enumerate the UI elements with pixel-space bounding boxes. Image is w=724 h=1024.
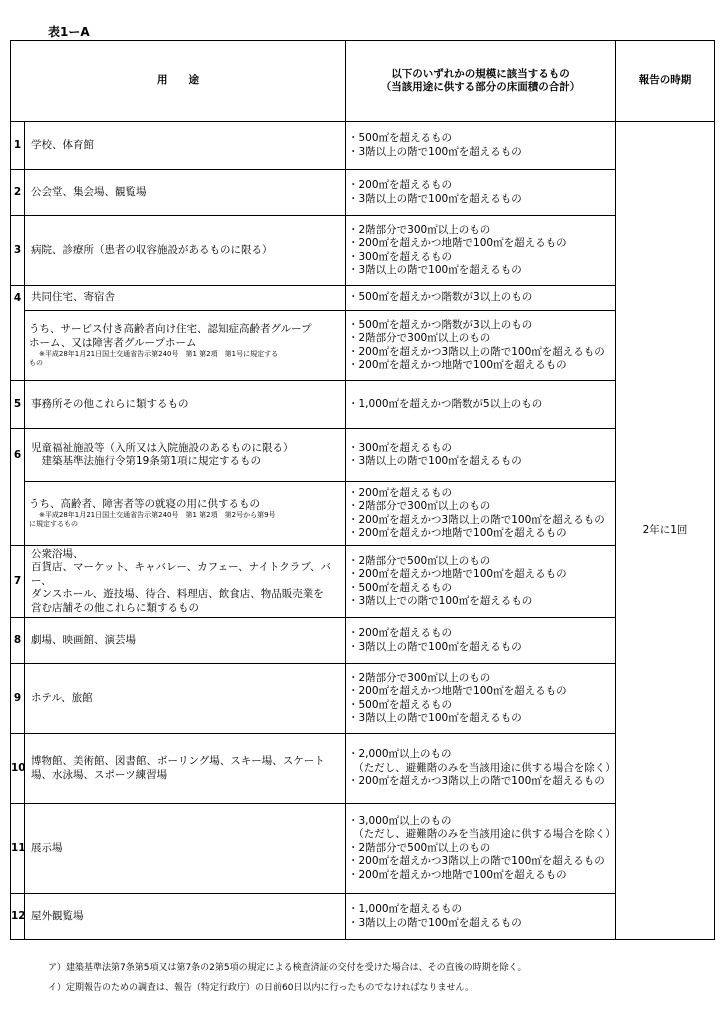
requirement-line: ・3階以上の階で100㎡を超えるもの bbox=[348, 192, 522, 205]
table-row bbox=[11, 216, 715, 286]
use-line: 公衆浴場、 bbox=[31, 547, 84, 560]
row-number: 4 bbox=[11, 286, 25, 311]
requirement-line: （ただし、避難階のみを当該用途に供する場合を除く） bbox=[348, 828, 616, 841]
requirement-line: ・3階以上の階で100㎡を超えるもの bbox=[348, 264, 522, 276]
row-number: 8 bbox=[11, 618, 25, 664]
requirement-line: ・3,000㎡以上のもの bbox=[348, 814, 452, 827]
row-number: 1 bbox=[11, 122, 25, 170]
row-number: 12 bbox=[11, 894, 25, 940]
use-line: 博物館、美術館、図書館、ボーリング場、スキー場、スケート bbox=[31, 755, 325, 767]
requirement-line: ・200㎡を超えかつ地階で100㎡を超えるもの bbox=[348, 359, 567, 371]
requirement-line: ・2階部分で300㎡以上のもの bbox=[348, 332, 491, 344]
table-row bbox=[11, 618, 715, 664]
footnote-i: イ）定期報告のための調査は、報告（特定行政庁）の日前60日以内に行ったものでなければなりません。 bbox=[48, 983, 474, 993]
use-cell bbox=[25, 429, 346, 482]
header-requirement bbox=[346, 41, 616, 122]
use-cell bbox=[25, 546, 346, 618]
requirement-line: ・1,000㎡を超えかつ階数が5以上のもの bbox=[348, 397, 543, 410]
table-row bbox=[11, 482, 715, 546]
requirement-line: ・200㎡を超えるもの bbox=[348, 627, 453, 639]
requirement-cell bbox=[346, 311, 616, 381]
row-number bbox=[11, 311, 25, 381]
requirement-line: ・500㎡を超えかつ階数が3以上のもの bbox=[348, 291, 533, 304]
table-row bbox=[11, 122, 715, 170]
sub-use-cell bbox=[25, 482, 346, 546]
use-cell bbox=[25, 286, 346, 311]
use-line: 営む店舗その他これらに類するもの bbox=[31, 601, 199, 614]
requirement-line: ・2階部分で500㎡以上のもの bbox=[348, 841, 491, 854]
row-number: 11 bbox=[11, 804, 25, 894]
row-number: 7 bbox=[11, 546, 25, 618]
use-cell bbox=[25, 894, 346, 940]
requirement-line: ・2階部分で300㎡以上のもの bbox=[348, 223, 491, 236]
use-line: 百貨店、マーケット、キャバレー、カフェー、ナイトクラブ、バー、 bbox=[31, 561, 331, 587]
use-line: 事務所その他これらに類するもの bbox=[31, 397, 189, 410]
requirement-line: ・200㎡を超えかつ3階以上の階で100㎡を超えるもの bbox=[348, 513, 605, 526]
table-header-row bbox=[11, 41, 715, 122]
use-cell bbox=[25, 734, 346, 804]
requirement-line: ・300㎡を超えるもの bbox=[348, 250, 453, 263]
header-use: 用 途 bbox=[11, 41, 346, 122]
requirement-line: ・500㎡を超えるもの bbox=[348, 132, 453, 144]
use-line: 学校、体育館 bbox=[31, 138, 94, 151]
document-title: 表1ーA bbox=[48, 25, 90, 39]
requirement-line: ・500㎡を超えかつ階数が3以上のもの bbox=[348, 318, 533, 331]
use-line: 展示場 bbox=[31, 841, 63, 854]
requirement-line: ・200㎡を超えかつ3階以上の階で100㎡を超えるもの bbox=[348, 775, 605, 788]
requirement-line: ・3階以上の階で100㎡を超えるもの bbox=[348, 640, 522, 653]
requirement-cell bbox=[346, 429, 616, 482]
row-number bbox=[11, 482, 25, 546]
requirement-line: ・200㎡を超えかつ地階で100㎡を超えるもの bbox=[348, 685, 567, 697]
table-row bbox=[11, 286, 715, 311]
requirement-cell bbox=[346, 804, 616, 894]
requirement-line: ・200㎡を超えかつ3階以上の階で100㎡を超えるもの bbox=[348, 345, 605, 358]
use-line: 児童福祉施設等（入所又は入院施設のあるものに限る） bbox=[31, 441, 294, 454]
use-line: うち、高齢者、障害者等の就寝の用に供するもの bbox=[29, 497, 260, 510]
requirement-cell bbox=[346, 286, 616, 311]
requirement-line: ・200㎡を超えるもの bbox=[348, 486, 453, 499]
footnotes bbox=[48, 958, 526, 998]
requirement-line: ・2階部分で300㎡以上のもの bbox=[348, 671, 491, 684]
use-line: 公会堂、集会場、観覧場 bbox=[31, 185, 147, 198]
requirement-line: ・300㎡を超えるもの bbox=[348, 441, 453, 454]
requirement-line: ・3階以上での階で100㎡を超えるもの bbox=[348, 595, 533, 607]
use-line: ホーム、又は障害者グループホーム bbox=[29, 336, 197, 349]
requirement-line: ・3階以上の階で100㎡を超えるもの bbox=[348, 712, 522, 724]
use-cell bbox=[25, 216, 346, 286]
use-line: 屋外観覧場 bbox=[31, 909, 84, 922]
requirement-line: ・1,000㎡を超えるもの bbox=[348, 903, 463, 915]
use-line: 共同住宅、寄宿舎 bbox=[31, 291, 115, 304]
requirement-cell bbox=[346, 894, 616, 940]
requirement-line: ・3階以上の階で100㎡を超えるもの bbox=[348, 455, 522, 467]
use-note: もの bbox=[29, 359, 43, 367]
use-cell bbox=[25, 664, 346, 734]
use-line: 場、水泳場、スポーツ練習場 bbox=[31, 768, 168, 781]
row-number: 10 bbox=[11, 734, 25, 804]
requirement-line: ・3階以上の階で100㎡を超えるもの bbox=[348, 145, 522, 158]
requirement-cell bbox=[346, 381, 616, 429]
use-line: ホテル、旅館 bbox=[31, 691, 93, 704]
use-line: ダンスホール、遊技場、待合、料理店、飲食店、物品販売業を bbox=[31, 588, 324, 601]
row-number: 5 bbox=[11, 381, 25, 429]
report-time-cell: 2年に1回 bbox=[616, 122, 715, 940]
requirement-line: ・200㎡を超えるもの bbox=[348, 179, 453, 191]
footnote-a: ア）建築基準法第7条第5項又は第7条の2第5項の規定による検査済証の交付を受けた場合は、その直後の時期を除く。 bbox=[48, 963, 527, 973]
table-row bbox=[11, 429, 715, 482]
requirement-cell bbox=[346, 482, 616, 546]
sub-use-cell bbox=[25, 311, 346, 381]
requirement-line: ・200㎡を超えかつ3階以上の階で100㎡を超えるもの bbox=[348, 855, 605, 868]
use-cell bbox=[25, 618, 346, 664]
use-cell bbox=[25, 122, 346, 170]
requirement-cell bbox=[346, 618, 616, 664]
use-note: に規定するもの bbox=[29, 520, 78, 529]
table-row bbox=[11, 381, 715, 429]
requirement-cell bbox=[346, 664, 616, 734]
table-row bbox=[11, 664, 715, 734]
row-number: 2 bbox=[11, 170, 25, 216]
table-row bbox=[11, 894, 715, 940]
use-cell bbox=[25, 170, 346, 216]
use-line: 劇場、映画館、演芸場 bbox=[31, 633, 136, 646]
use-cell bbox=[25, 804, 346, 894]
requirement-cell bbox=[346, 734, 616, 804]
requirement-line: ・2階部分で300㎡以上のもの bbox=[348, 500, 491, 512]
requirement-cell bbox=[346, 216, 616, 286]
use-line: 病院、診療所（患者の収容施設があるものに限る） bbox=[31, 243, 273, 256]
requirement-line: ・2階部分で500㎡以上のもの bbox=[348, 554, 491, 567]
requirement-cell bbox=[346, 546, 616, 618]
requirement-line: ・500㎡を超えるもの bbox=[348, 581, 453, 594]
requirement-line: ・3階以上の階で100㎡を超えるもの bbox=[348, 916, 522, 929]
table-row bbox=[11, 804, 715, 894]
table-row bbox=[11, 734, 715, 804]
use-cell bbox=[25, 381, 346, 429]
requirement-cell bbox=[346, 122, 616, 170]
header-req-line1: 以下のいずれかの規模に該当するもの bbox=[391, 67, 570, 80]
header-req-line2: （当該用途に供する部分の床面積の合計） bbox=[380, 81, 581, 93]
requirement-line: ・200㎡を超えかつ地階で100㎡を超えるもの bbox=[348, 237, 567, 249]
use-line: うち、サービス付き高齢者向け住宅、認知症高齢者グループ bbox=[29, 323, 312, 335]
table-row bbox=[11, 170, 715, 216]
use-note: ※平成28年1月21日国土交通省告示第240号 第1 第2項 第2号から第9号 bbox=[39, 511, 276, 520]
header-report-time: 報告の時期 bbox=[616, 41, 715, 122]
use-line: 建築基準法施行令第19条第1項に規定するもの bbox=[31, 455, 262, 467]
requirements-table bbox=[10, 40, 715, 940]
table-row bbox=[11, 311, 715, 381]
requirement-line: ・200㎡を超えかつ地階で100㎡を超えるもの bbox=[348, 527, 567, 539]
requirement-line: ・200㎡を超えかつ地階で100㎡を超えるもの bbox=[348, 868, 567, 881]
row-number: 9 bbox=[11, 664, 25, 734]
requirement-line: （ただし、避難階のみを当該用途に供する場合を除く） bbox=[348, 761, 616, 774]
table-row bbox=[11, 546, 715, 618]
requirement-line: ・200㎡を超えかつ地階で100㎡を超えるもの bbox=[348, 568, 567, 580]
row-number: 6 bbox=[11, 429, 25, 482]
requirement-line: ・500㎡を超えるもの bbox=[348, 698, 453, 711]
requirement-cell bbox=[346, 170, 616, 216]
requirement-line: ・2,000㎡以上のもの bbox=[348, 748, 452, 761]
use-note: ※平成28年1月21日国土交通省告示第240号 第1 第2項 第1号に規定する bbox=[39, 350, 279, 358]
row-number: 3 bbox=[11, 216, 25, 286]
